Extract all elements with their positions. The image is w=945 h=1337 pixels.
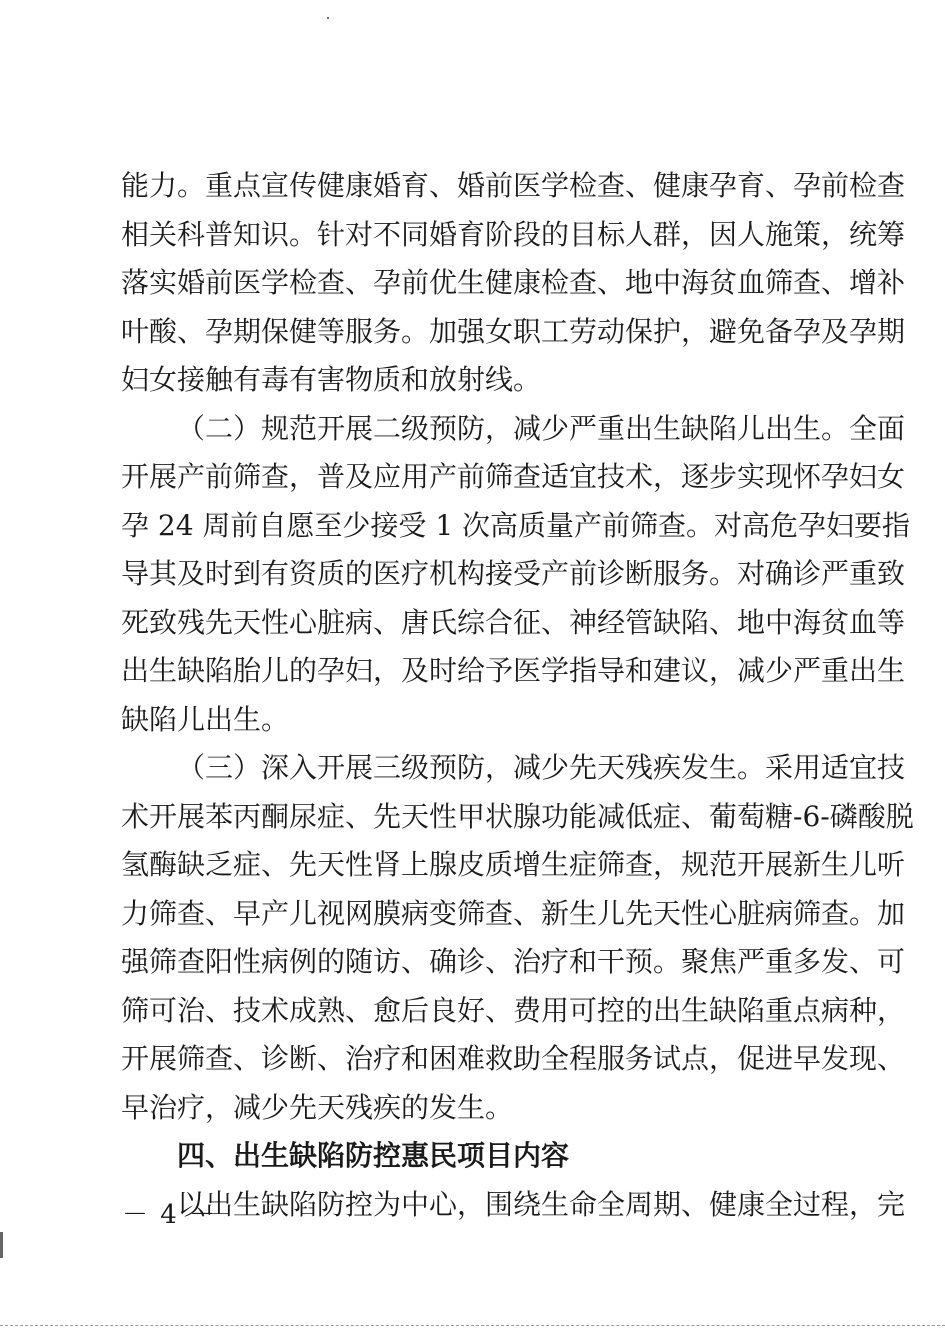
text-line: 导其及时到有资质的医疗机构接受产前诊断服务。对确诊严重致 [121, 557, 906, 590]
text-line: 相关科普知识。针对不同婚育阶段的目标人群，因人施策，统筹 [121, 217, 906, 251]
text-line: 开展产前筛查，普及应用产前筛查适宜技术，逐步实现怀孕妇女 [121, 460, 906, 493]
text-line: 术开展苯丙酮尿症、先天性甲状腺功能减低症、葡萄糖-6-磷酸脱 [121, 799, 914, 833]
text-line: （三）深入开展三级预防，减少先天残疾发生。采用适宜技 [177, 751, 906, 784]
scan-speck [327, 17, 329, 19]
text-line: 叶酸、孕期保健等服务。加强女职工劳动保护，避免备孕及孕期 [121, 314, 906, 348]
text-line: 落实婚前医学检查、孕前优生健康检查、地中海贫血筛查、增补 [121, 266, 906, 299]
text-line: 筛可治、技术成熟、愈后良好、费用可控的出生缺陷重点病种， [121, 993, 906, 1027]
scan-bottom-rule [0, 1325, 945, 1326]
text-line: 早治疗，减少先天残疾的发生。 [121, 1090, 514, 1124]
text-line: 缺陷儿出生。 [121, 702, 290, 736]
text-line: 强筛查阳性病例的随访、确诊、治疗和干预。聚焦严重多发、可 [121, 945, 906, 978]
scan-edge-mark [0, 1232, 3, 1258]
text-line: （二）规范开展二级预防，减少严重出生缺陷儿出生。全面 [177, 411, 906, 445]
text-line: 死致残先天性心脏病、唐氏综合征、神经管缺陷、地中海贫血等 [121, 605, 906, 639]
text-line: 能力。重点宣传健康婚育、婚前医学检查、健康孕育、孕前检查 [121, 169, 906, 202]
text-line: 出生缺陷胎儿的孕妇，及时给予医学指导和建议，减少严重出生 [121, 654, 906, 687]
section-heading: 四、出生缺陷防控惠民项目内容 [177, 1139, 570, 1172]
text-line: 氢酶缺乏症、先天性肾上腺皮质增生症筛查，规范开展新生儿听 [121, 848, 906, 881]
page-number: － 4 － [122, 1200, 218, 1230]
text-line: 妇女接触有毒有害物质和放射线。 [121, 363, 542, 396]
text-line: 开展筛查、诊断、治疗和困难救助全程服务试点，促进早发现、 [121, 1042, 906, 1075]
text-line: 力筛查、早产儿视网膜病变筛查、新生儿先天性心脏病筛查。加 [121, 896, 906, 930]
document-body [121, 162, 914, 1229]
text-line: 以出生缺陷防控为中心，围绕生命全周期、健康全过程，完 [177, 1187, 906, 1221]
text-line: 孕 24 周前自愿至少接受 1 次高质量产前筛查。对高危孕妇要指 [121, 508, 911, 542]
